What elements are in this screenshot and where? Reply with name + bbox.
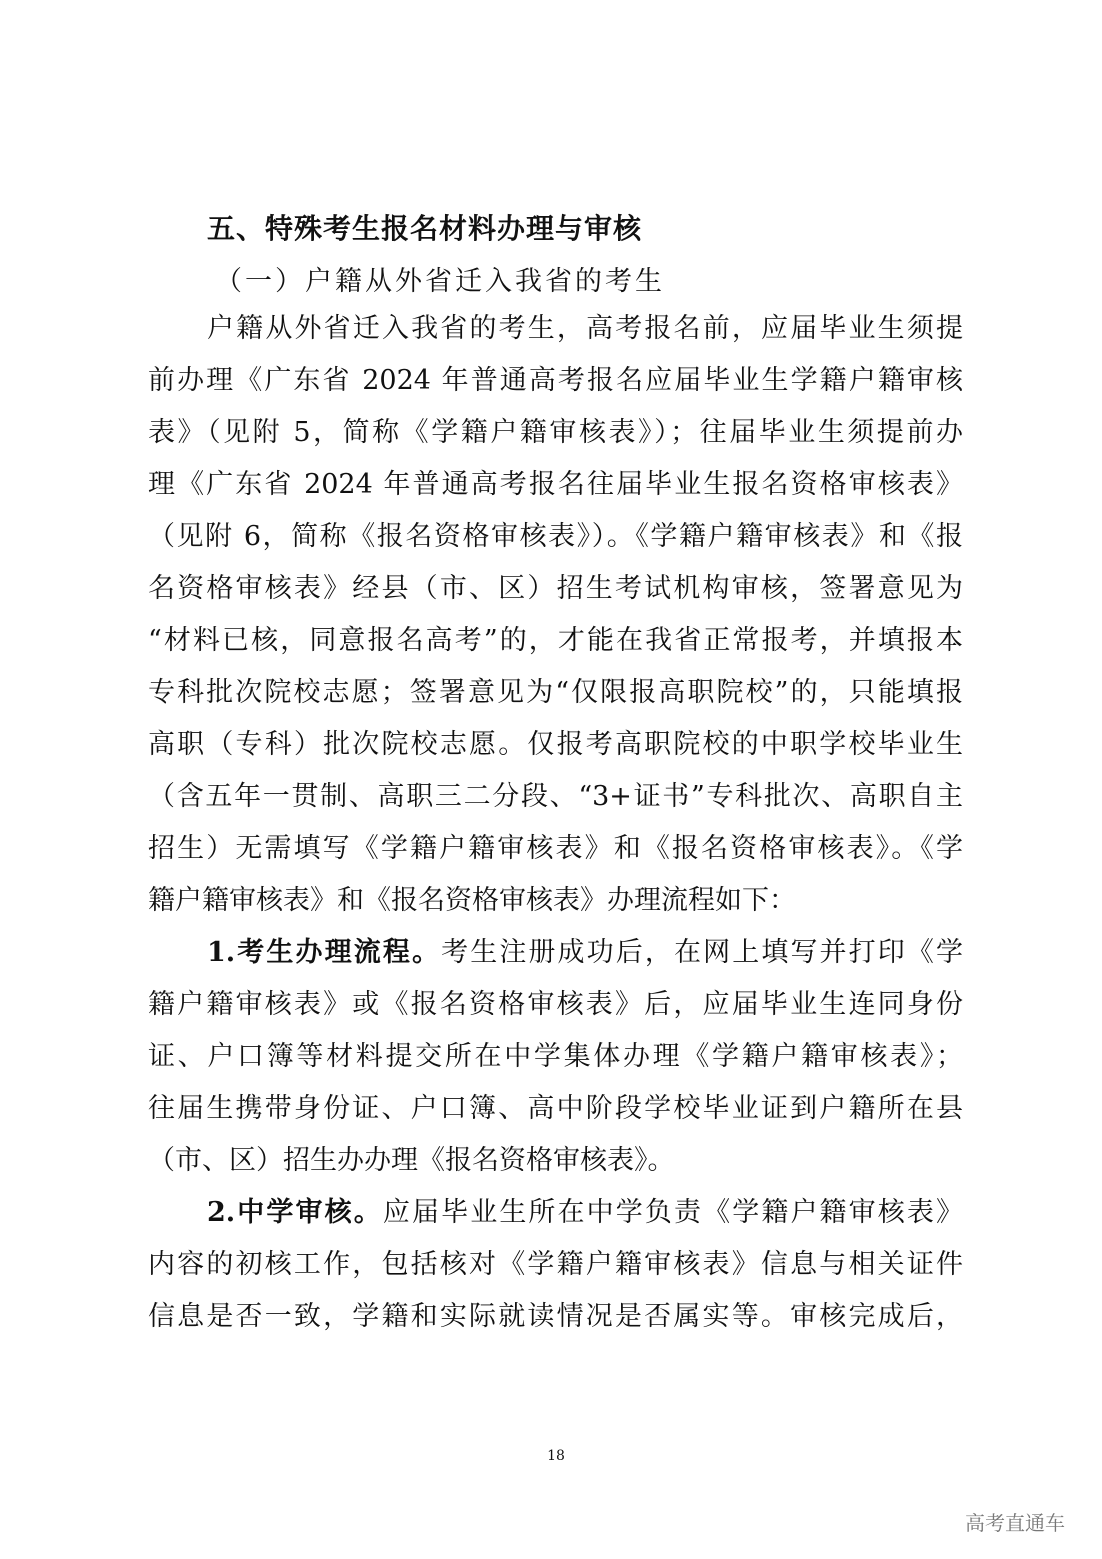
section-heading: 五、特殊考生报名材料办理与审核 — [207, 212, 643, 245]
line-text: 考生注册成功后，在网上填写并打印《学 — [441, 937, 964, 968]
text-line — [148, 623, 963, 659]
line-text: “材料已核，同意报名高考”的，才能在我省正常报考，并填报本 — [148, 625, 963, 656]
line-text: （市、区）招生办办理《报名资格审核表》。 — [148, 1145, 675, 1176]
bold-lead: 1.考生办理流程。 — [207, 937, 442, 968]
text-line — [148, 987, 963, 1023]
text-line — [148, 1247, 963, 1283]
text-line — [207, 1195, 963, 1231]
subsection-heading: （一）户籍从外省迁入我省的考生 — [215, 266, 665, 297]
line-text: 信息是否一致，学籍和实际就读情况是否属实等。审核完成后， — [148, 1301, 963, 1332]
line-text: 专科批次院校志愿；签署意见为“仅限报高职院校”的，只能填报 — [148, 677, 963, 708]
page-number: 18 — [547, 1448, 565, 1464]
text-line — [148, 1039, 963, 1075]
text-line — [148, 883, 963, 919]
line-text: 理《广东省 2024 年普通高考报名往届毕业生报名资格审核表》 — [148, 469, 963, 500]
line-text: 籍户籍审核表》或《报名资格审核表》后，应届毕业生连同身份 — [148, 989, 963, 1020]
line-text: 表》（见附 5，简称《学籍户籍审核表》）；往届毕业生须提前办 — [148, 417, 963, 448]
text-line — [148, 1299, 963, 1335]
line-text: 内容的初核工作，包括核对《学籍户籍审核表》信息与相关证件 — [148, 1249, 963, 1280]
text-line — [148, 571, 963, 607]
line-text: 籍户籍审核表》和《报名资格审核表》办理流程如下： — [148, 885, 796, 916]
line-text: （见附 6，简称《报名资格审核表》）。《学籍户籍审核表》和《报 — [148, 521, 963, 552]
text-line — [148, 415, 963, 451]
bold-lead: 2.中学审核。 — [207, 1197, 383, 1228]
text-line — [148, 1091, 963, 1127]
line-text: 应届毕业生所在中学负责《学籍户籍审核表》 — [382, 1197, 964, 1228]
text-line — [148, 831, 963, 867]
line-text: 户籍从外省迁入我省的考生，高考报名前，应届毕业生须提 — [207, 313, 963, 344]
line-text: 招生）无需填写《学籍户籍审核表》和《报名资格审核表》。《学 — [148, 833, 963, 864]
text-line — [148, 1143, 963, 1179]
text-line — [148, 727, 963, 763]
text-line — [148, 467, 963, 503]
text-line — [207, 311, 963, 347]
line-text: 高职（专科）批次院校志愿。仅报考高职院校的中职学校毕业生 — [148, 729, 963, 760]
text-line — [148, 519, 963, 555]
watermark: 高考直通车 — [965, 1511, 1065, 1535]
text-line — [148, 363, 963, 399]
line-text: 往届生携带身份证、户口簿、高中阶段学校毕业证到户籍所在县 — [148, 1093, 963, 1124]
line-text: 名资格审核表》经县（市、区）招生考试机构审核，签署意见为 — [148, 573, 963, 604]
text-line — [148, 675, 963, 711]
text-line — [207, 935, 963, 971]
text-line — [148, 779, 963, 815]
line-text: 前办理《广东省 2024 年普通高考报名应届毕业生学籍户籍审核 — [148, 365, 963, 396]
line-text: （含五年一贯制、高职三二分段、“3+证书”专科批次、高职自主 — [148, 781, 963, 812]
line-text: 证、户口簿等材料提交所在中学集体办理《学籍户籍审核表》； — [148, 1041, 963, 1072]
